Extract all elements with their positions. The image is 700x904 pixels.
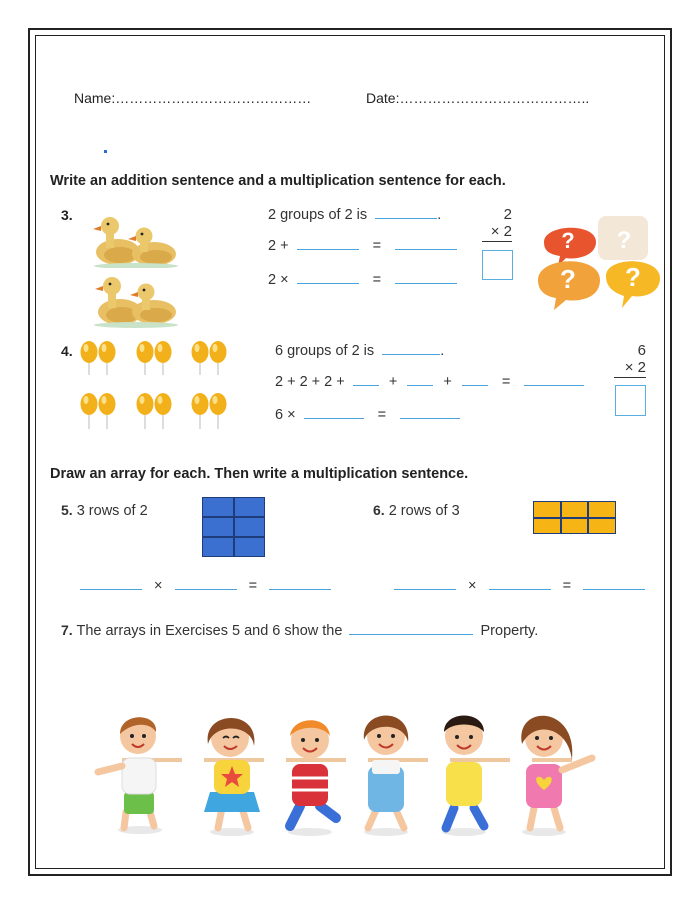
ex7-text-before: The arrays in Exercises 5 and 6 show the [76, 623, 343, 639]
balloon-pairs-row-1 [80, 338, 236, 376]
ex3-line2-equals: = [372, 238, 382, 254]
ex6-array-grid[interactable] [533, 501, 616, 534]
name-dots: …………………………………… [115, 90, 312, 106]
ex5-blank-factor-1[interactable] [80, 589, 142, 590]
ex3-line1 [268, 207, 441, 223]
array-cell[interactable] [202, 537, 234, 557]
ex3-blank-factor[interactable] [297, 283, 359, 284]
ex6-times: × [468, 578, 477, 594]
ex7-number: 7. [61, 622, 73, 638]
kid-2 [204, 718, 260, 836]
name-field [74, 90, 311, 106]
ex4-vert-top: 6 [637, 342, 646, 359]
ex6-sentence [394, 578, 645, 594]
ex4-line1 [275, 343, 444, 359]
balloon-pair-icon [137, 341, 172, 375]
array-cell[interactable] [234, 497, 266, 517]
kid-6 [521, 716, 592, 836]
kid-1 [98, 717, 162, 834]
scan-mark [104, 150, 107, 153]
ex3-answer-box[interactable] [482, 250, 513, 280]
ex5-prompt [61, 502, 148, 519]
ex3-blank-sum[interactable] [395, 249, 457, 250]
date-dots: ………………………………….. [399, 90, 590, 106]
ex4-line3-equals: = [377, 407, 387, 423]
ex6-equals: = [562, 578, 572, 594]
ex7-text-after: Property. [480, 623, 539, 639]
array-cell[interactable] [561, 518, 589, 535]
ex4-blank-product[interactable] [400, 418, 460, 419]
balloon-pair-icon [192, 393, 227, 429]
ex4-blank-sum[interactable] [524, 385, 584, 386]
ex3-number: 3. [61, 207, 73, 223]
ex4-line1-text: 6 groups of 2 is [275, 343, 375, 359]
balloon-pair-icon [81, 393, 116, 429]
array-cell[interactable] [533, 518, 561, 535]
array-cell[interactable] [234, 537, 266, 557]
ex6-number: 6. [373, 502, 385, 518]
balloon-pair-icon [192, 341, 227, 375]
name-label: Name: [74, 90, 116, 106]
date-label: Date: [366, 90, 400, 106]
ex4-line3 [275, 407, 460, 423]
ex4-number: 4. [61, 343, 73, 359]
ex6-blank-product[interactable] [583, 589, 645, 590]
ex6-blank-factor-2[interactable] [489, 589, 551, 590]
ex3-line3 [268, 272, 457, 288]
ex3-line2 [268, 238, 457, 254]
question-mark: ? [561, 228, 575, 253]
duck-pair-icon [90, 268, 182, 328]
ex5-text: 3 rows of 2 [76, 503, 148, 519]
ex7-prompt [61, 622, 538, 639]
array-cell[interactable] [561, 501, 589, 518]
ex5-array-grid[interactable] [202, 497, 265, 557]
section1-heading: Write an addition sentence and a multiplication sentence for each. [50, 173, 506, 189]
ex6-blank-factor-1[interactable] [394, 589, 456, 590]
ex4-plus: + [443, 374, 452, 390]
question-mark: ? [616, 227, 632, 254]
ex4-blank-addend-3[interactable] [462, 385, 488, 386]
array-cell[interactable] [234, 517, 266, 537]
ex3-blank-groups[interactable] [375, 218, 437, 219]
ex4-vert-op: × 2 [614, 359, 646, 378]
ex5-number: 5. [61, 502, 73, 518]
ex4-line3-text: 6 × [275, 407, 296, 423]
ex3-line3-text: 2 × [268, 272, 289, 288]
section2-heading: Draw an array for each. Then write a multiplication sentence. [50, 466, 469, 482]
question-mark: ? [560, 264, 576, 294]
ex4-plus: + [388, 374, 398, 390]
kid-3 [288, 720, 336, 836]
array-cell[interactable] [202, 497, 234, 517]
ex4-line1-period: . [440, 343, 445, 359]
ex4-line2-equals: = [501, 374, 511, 390]
ex6-prompt [373, 502, 460, 519]
ex5-equals: = [248, 578, 258, 594]
array-cell[interactable] [588, 501, 616, 518]
ex4-line2-text: 2 + 2 + 2 + [275, 374, 345, 390]
ex4-blank-factor[interactable] [304, 418, 364, 419]
ex3-blank-product[interactable] [395, 283, 457, 284]
ex3-blank-addend[interactable] [297, 249, 359, 250]
duck-pair-icon [90, 210, 182, 268]
ex3-line1-period: . [437, 207, 442, 223]
balloon-pair-icon [81, 341, 116, 375]
ex5-times: × [154, 578, 163, 594]
kids-illustration [92, 700, 612, 840]
question-bubbles-icon [536, 212, 664, 316]
duck-left [93, 217, 140, 265]
ex4-blank-addend-2[interactable] [407, 385, 433, 386]
array-cell[interactable] [202, 517, 234, 537]
ex5-blank-factor-2[interactable] [175, 589, 237, 590]
kid-5 [442, 716, 486, 837]
ex4-blank-addend-1[interactable] [353, 385, 379, 386]
ex7-blank-property[interactable] [349, 634, 473, 635]
question-mark: ? [625, 262, 641, 292]
ex4-blank-groups[interactable] [382, 354, 440, 355]
ex3-line1-text: 2 groups of 2 is [268, 207, 368, 223]
kid-4 [364, 716, 408, 837]
ex4-line2 [275, 374, 584, 390]
ex3-vert-op: × 2 [482, 223, 512, 242]
ex4-answer-box[interactable] [615, 385, 646, 416]
ex3-vert-top: 2 [503, 206, 512, 223]
balloon-pairs-row-2 [80, 390, 236, 430]
ex3-line2-text: 2 + [268, 238, 289, 254]
ex4-vertical [614, 342, 646, 378]
ex5-blank-product[interactable] [269, 589, 331, 590]
ex6-text: 2 rows of 3 [388, 503, 460, 519]
ex5-sentence [80, 578, 331, 594]
balloon-pair-icon [137, 393, 172, 429]
ex3-line3-equals: = [372, 272, 382, 288]
ex3-vertical [482, 206, 512, 242]
array-cell[interactable] [533, 501, 561, 518]
date-field [366, 90, 589, 106]
array-cell[interactable] [588, 518, 616, 535]
